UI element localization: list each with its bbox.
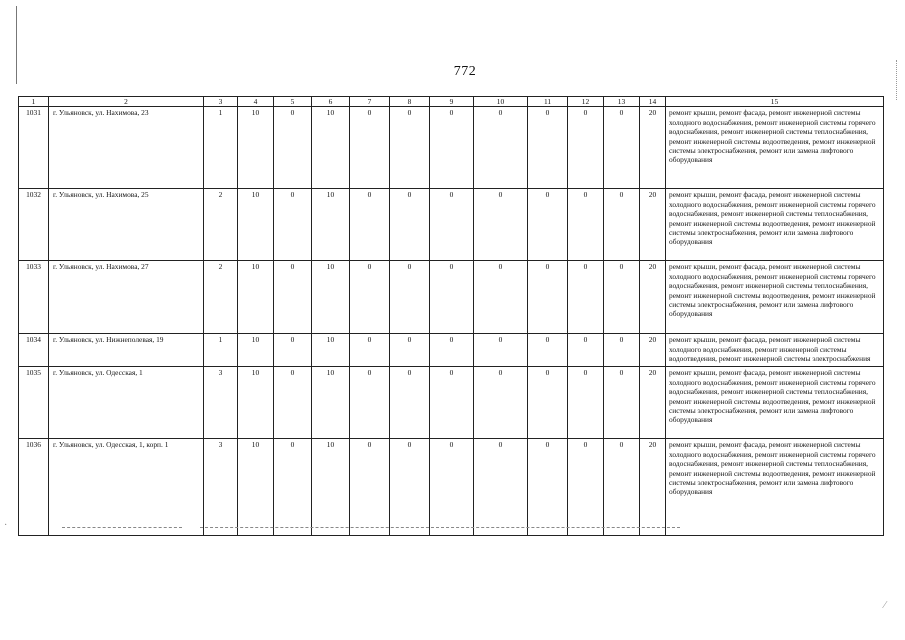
- value-cell: 20: [640, 261, 666, 334]
- value-cell: 20: [640, 439, 666, 536]
- value-cell: 0: [568, 439, 604, 536]
- value-cell: 0: [528, 439, 568, 536]
- value-cell: 0: [528, 189, 568, 261]
- value-cell: 0: [474, 334, 528, 367]
- header-cell: 7: [350, 97, 390, 107]
- value-cell: 0: [430, 261, 474, 334]
- header-cell: 6: [312, 97, 350, 107]
- value-cell: 0: [350, 261, 390, 334]
- header-cell: 14: [640, 97, 666, 107]
- address-cell: г. Ульяновск, ул. Нахимова, 23: [49, 107, 204, 189]
- value-cell: 0: [350, 189, 390, 261]
- value-cell: 0: [350, 334, 390, 367]
- value-cell: 0: [568, 107, 604, 189]
- works-cell: ремонт крыши, ремонт фасада, ремонт инженерной системы холодного водоснабжения, ремонт инженерной системы горячего водоснабжения, ремонт инженерной системы теплоснабжения, ремонт инженерной системы водоотведения, ремонт инженерной системы электроснабжения, ремонт или замена лифтового оборудования: [666, 189, 884, 261]
- value-cell: 0: [274, 439, 312, 536]
- row-number: 1035: [19, 367, 49, 439]
- value-cell: 0: [274, 189, 312, 261]
- value-cell: 0: [528, 261, 568, 334]
- header-cell: 9: [430, 97, 474, 107]
- value-cell: 0: [528, 367, 568, 439]
- value-cell: 10: [312, 107, 350, 189]
- value-cell: 0: [274, 334, 312, 367]
- value-cell: 10: [312, 189, 350, 261]
- row-number: 1031: [19, 107, 49, 189]
- header-cell: 8: [390, 97, 430, 107]
- value-cell: 0: [390, 261, 430, 334]
- value-cell: 0: [604, 261, 640, 334]
- value-cell: 0: [274, 367, 312, 439]
- row-number: 1036: [19, 439, 49, 536]
- value-cell: 2: [204, 261, 238, 334]
- value-cell: 0: [274, 107, 312, 189]
- value-cell: 10: [312, 261, 350, 334]
- value-cell: 0: [528, 334, 568, 367]
- header-cell: 5: [274, 97, 312, 107]
- header-cell: 15: [666, 97, 884, 107]
- value-cell: 20: [640, 189, 666, 261]
- value-cell: 10: [312, 367, 350, 439]
- value-cell: 10: [238, 107, 274, 189]
- row-number: 1032: [19, 189, 49, 261]
- address-cell: г. Ульяновск, ул. Нижнеполевая, 19: [49, 334, 204, 367]
- value-cell: 0: [474, 189, 528, 261]
- header-cell: 1: [19, 97, 49, 107]
- value-cell: 1: [204, 334, 238, 367]
- value-cell: 0: [274, 261, 312, 334]
- value-cell: 0: [430, 439, 474, 536]
- page-number: 772: [453, 64, 477, 79]
- works-cell: ремонт крыши, ремонт фасада, ремонт инженерной системы холодного водоснабжения, ремонт инженерной системы водоотведения, ремонт инженерной системы электроснабжения: [666, 334, 884, 367]
- scan-border-line: [16, 6, 17, 84]
- address-cell: г. Ульяновск, ул. Нахимова, 27: [49, 261, 204, 334]
- value-cell: 0: [430, 367, 474, 439]
- table-row: [19, 334, 884, 367]
- value-cell: 0: [604, 439, 640, 536]
- value-cell: 10: [238, 261, 274, 334]
- value-cell: 10: [238, 189, 274, 261]
- value-cell: 20: [640, 107, 666, 189]
- value-cell: 0: [350, 107, 390, 189]
- scan-artifact-line: [200, 527, 680, 528]
- value-cell: 0: [604, 189, 640, 261]
- value-cell: 10: [238, 367, 274, 439]
- value-cell: 0: [430, 189, 474, 261]
- scan-artifact-line: [62, 527, 182, 528]
- value-cell: 1: [204, 107, 238, 189]
- row-number: 1033: [19, 261, 49, 334]
- value-cell: 0: [604, 107, 640, 189]
- value-cell: 0: [350, 439, 390, 536]
- value-cell: 0: [604, 334, 640, 367]
- table-row: [19, 439, 884, 536]
- value-cell: 3: [204, 367, 238, 439]
- scan-edge-mark: [896, 60, 897, 100]
- header-cell: 3: [204, 97, 238, 107]
- repair-plan-table: [18, 96, 884, 536]
- value-cell: 0: [568, 334, 604, 367]
- value-cell: 0: [350, 367, 390, 439]
- value-cell: 0: [430, 107, 474, 189]
- works-cell: ремонт крыши, ремонт фасада, ремонт инженерной системы холодного водоснабжения, ремонт инженерной системы горячего водоснабжения, ремонт инженерной системы теплоснабжения, ремонт инженерной системы водоотведения, ремонт инженерной системы электроснабжения, ремонт или замена лифтового оборудования: [666, 261, 884, 334]
- value-cell: 10: [312, 334, 350, 367]
- value-cell: 0: [474, 261, 528, 334]
- value-cell: 0: [390, 367, 430, 439]
- value-cell: 0: [430, 334, 474, 367]
- table-row: [19, 107, 884, 189]
- value-cell: 10: [238, 439, 274, 536]
- works-cell: ремонт крыши, ремонт фасада, ремонт инженерной системы холодного водоснабжения, ремонт инженерной системы горячего водоснабжения, ремонт инженерной системы теплоснабжения, ремонт инженерной системы водоотведения, ремонт инженерной системы электроснабжения, ремонт или замена лифтового оборудования: [666, 367, 884, 439]
- header-cell: 4: [238, 97, 274, 107]
- header-cell: 10: [474, 97, 528, 107]
- works-cell: ремонт крыши, ремонт фасада, ремонт инженерной системы холодного водоснабжения, ремонт инженерной системы горячего водоснабжения, ремонт инженерной системы теплоснабжения, ремонт инженерной системы водоотведения, ремонт инженерной системы электроснабжения, ремонт или замена лифтового оборудования: [666, 439, 884, 536]
- header-cell: 11: [528, 97, 568, 107]
- header-cell: 13: [604, 97, 640, 107]
- value-cell: 0: [604, 367, 640, 439]
- value-cell: 0: [474, 439, 528, 536]
- works-cell: ремонт крыши, ремонт фасада, ремонт инженерной системы холодного водоснабжения, ремонт инженерной системы горячего водоснабжения, ремонт инженерной системы теплоснабжения, ремонт инженерной системы водоотведения, ремонт инженерной системы электроснабжения, ремонт или замена лифтового оборудования: [666, 107, 884, 189]
- value-cell: 10: [312, 439, 350, 536]
- table-row: [19, 367, 884, 439]
- value-cell: 2: [204, 189, 238, 261]
- value-cell: 0: [568, 261, 604, 334]
- header-row: [19, 97, 884, 107]
- row-number: 1034: [19, 334, 49, 367]
- value-cell: 0: [474, 367, 528, 439]
- address-cell: г. Ульяновск, ул. Нахимова, 25: [49, 189, 204, 261]
- address-cell: г. Ульяновск, ул. Одесская, 1: [49, 367, 204, 439]
- value-cell: 0: [474, 107, 528, 189]
- header-cell: 12: [568, 97, 604, 107]
- header-cell: 2: [49, 97, 204, 107]
- value-cell: 0: [390, 189, 430, 261]
- value-cell: 0: [390, 107, 430, 189]
- scan-artifact-mark: ·: [4, 520, 8, 531]
- value-cell: 0: [528, 107, 568, 189]
- value-cell: 20: [640, 367, 666, 439]
- table-row: [19, 189, 884, 261]
- value-cell: 0: [390, 334, 430, 367]
- value-cell: 3: [204, 439, 238, 536]
- address-cell: г. Ульяновск, ул. Одесская, 1, корп. 1: [49, 439, 204, 536]
- value-cell: 20: [640, 334, 666, 367]
- value-cell: 0: [568, 189, 604, 261]
- scan-artifact-mark: ⁄: [884, 600, 886, 611]
- table-row: [19, 261, 884, 334]
- value-cell: 10: [238, 334, 274, 367]
- value-cell: 0: [390, 439, 430, 536]
- value-cell: 0: [568, 367, 604, 439]
